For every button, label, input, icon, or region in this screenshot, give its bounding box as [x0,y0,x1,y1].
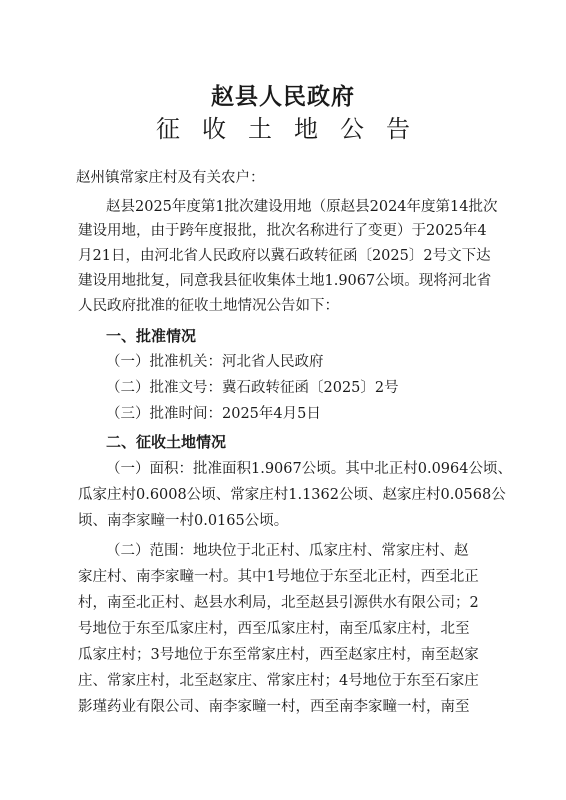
section-heading: 二、征收土地情况 [106,433,227,451]
scope-line: 家庄村、南李家疃一村。其中1号地位于东至北正村，西至北正 [78,569,479,585]
document-title: 赵县人民政府 [211,84,355,110]
section-heading: 一、批准情况 [106,327,197,345]
scope-line: 影瑾药业有限公司、南李家疃一村，西至南李家疃一村，南至 [78,699,470,715]
approval-item: （一）批准机关：河北省人民政府 [106,354,324,370]
intro-line: 月21日，由河北省人民政府以冀石政转征函〔2025〕2号文下达 [78,248,491,264]
area-line: （一）面积：批准面积1.9067公顷。其中北正村0.0964公顷、 [106,461,512,477]
intro-line: 建设用地批复，同意我县征收集体土地1.9067公顷。现将河北省 [78,273,492,289]
area-line: 顷、南李家疃一村0.0165公顷。 [78,513,289,529]
scope-line: 瓜家庄村；3号地位于东至常家庄村，西至赵家庄村，南至赵家 [78,647,479,663]
intro-line: 赵县2025年度第1批次建设用地（原赵县2024年度第14批次 [106,199,498,215]
scope-line: （二）范围：地块位于北正村、瓜家庄村、常家庄村、赵 [106,543,469,559]
area-line: 瓜家庄村0.6008公顷、常家庄村1.1362公顷、赵家庄村0.0568公 [78,487,506,503]
intro-line: 建设用地，由于跨年度报批，批次名称进行了变更）于2025年4 [78,223,487,239]
approval-item: （二）批准文号：冀石政转征函〔2025〕2号 [106,380,399,396]
intro-line: 人民政府批准的征收土地情况公告如下： [78,298,339,314]
scope-line: 号地位于东至瓜家庄村，西至瓜家庄村，南至瓜家庄村，北至 [78,621,470,637]
scope-line: 庄、常家庄村，北至赵家庄、常家庄村；4号地位于东至石家庄 [78,673,479,689]
scope-line: 村，南至北正村、赵县水利局，北至赵县引源供水有限公司；2 [78,595,479,611]
approval-item: （三）批准时间：2025年4月5日 [106,406,321,422]
addressee: 赵州镇常家庄村及有关农户： [76,170,265,186]
document-subtitle: 征收土地公告 [156,115,432,143]
